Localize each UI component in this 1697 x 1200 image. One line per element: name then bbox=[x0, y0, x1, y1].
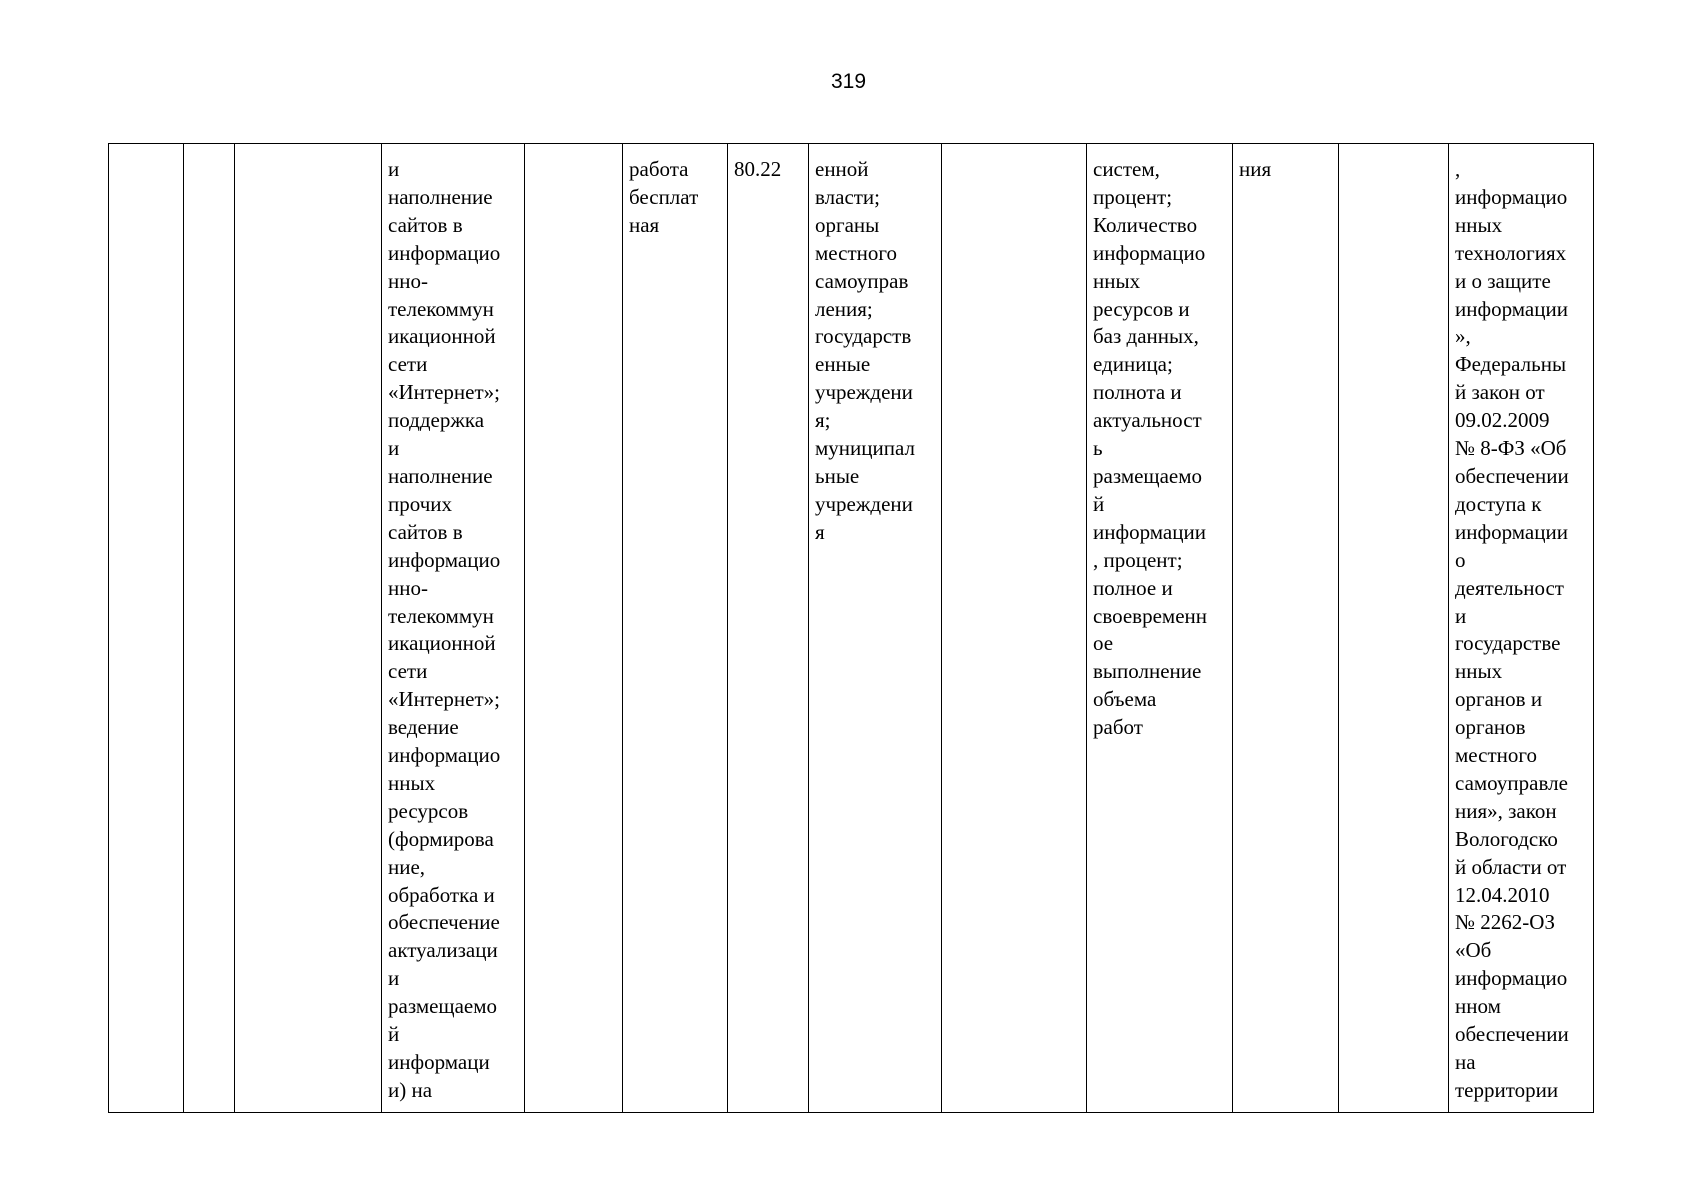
table-cell-col13 bbox=[1449, 144, 1594, 1113]
table-cell-col10 bbox=[1087, 144, 1233, 1113]
work-type-text: работа бесплат ная bbox=[629, 157, 699, 237]
table-cell-col1 bbox=[109, 144, 184, 1113]
indicators-text: систем, процент; Количество информацио нных ресурсов и баз данных, единица; полнота и актуальност ь размещаемо й информации , процент; полное и своевременн ое выполнение объема работ bbox=[1093, 157, 1207, 740]
document-table bbox=[108, 143, 1594, 1113]
legal-basis-text: , информацио нных технологиях и о защите информации », Федеральны й закон от 09.02.2009 № 8-ФЗ «Об обеспечении доступа к информации о деятельност и государстве нных органов и органов местного самоуправле ния», закон Вологодско й области от 12.04.2010 № 2262-ОЗ «Об информацио нном обеспечении на территории bbox=[1455, 157, 1569, 1102]
table-cell-col11 bbox=[1233, 144, 1339, 1113]
table-cell-col6 bbox=[623, 144, 728, 1113]
table-cell-col9 bbox=[942, 144, 1087, 1113]
table-row bbox=[109, 144, 1594, 1113]
table-cell-col4 bbox=[382, 144, 525, 1113]
table-cell-col5 bbox=[525, 144, 623, 1113]
work-content-text: и наполнение сайтов в информацио нно- телекоммун икационной сети «Интернет»; поддержка и наполнение прочих сайтов в информацио нно- телекоммун икационной сети «Интернет»; ведение информацио нных ресурсов (формирова ние, обработка и обеспечение актуализаци и размещаемо й информаци и) на bbox=[388, 157, 501, 1102]
consumers-text: енной власти; органы местного самоуправ ления; государств енные учреждени я; муниципал ьные учреждени я bbox=[815, 157, 915, 544]
table-cell-col2 bbox=[184, 144, 235, 1113]
page-number: 319 bbox=[830, 70, 867, 93]
table-cell-col3 bbox=[235, 144, 382, 1113]
table-cell-col8 bbox=[809, 144, 942, 1113]
table-cell-col12 bbox=[1339, 144, 1449, 1113]
table-cell-col7 bbox=[728, 144, 809, 1113]
code-text: 80.22 bbox=[734, 157, 782, 181]
cell-suffix-text: ния bbox=[1239, 157, 1272, 181]
